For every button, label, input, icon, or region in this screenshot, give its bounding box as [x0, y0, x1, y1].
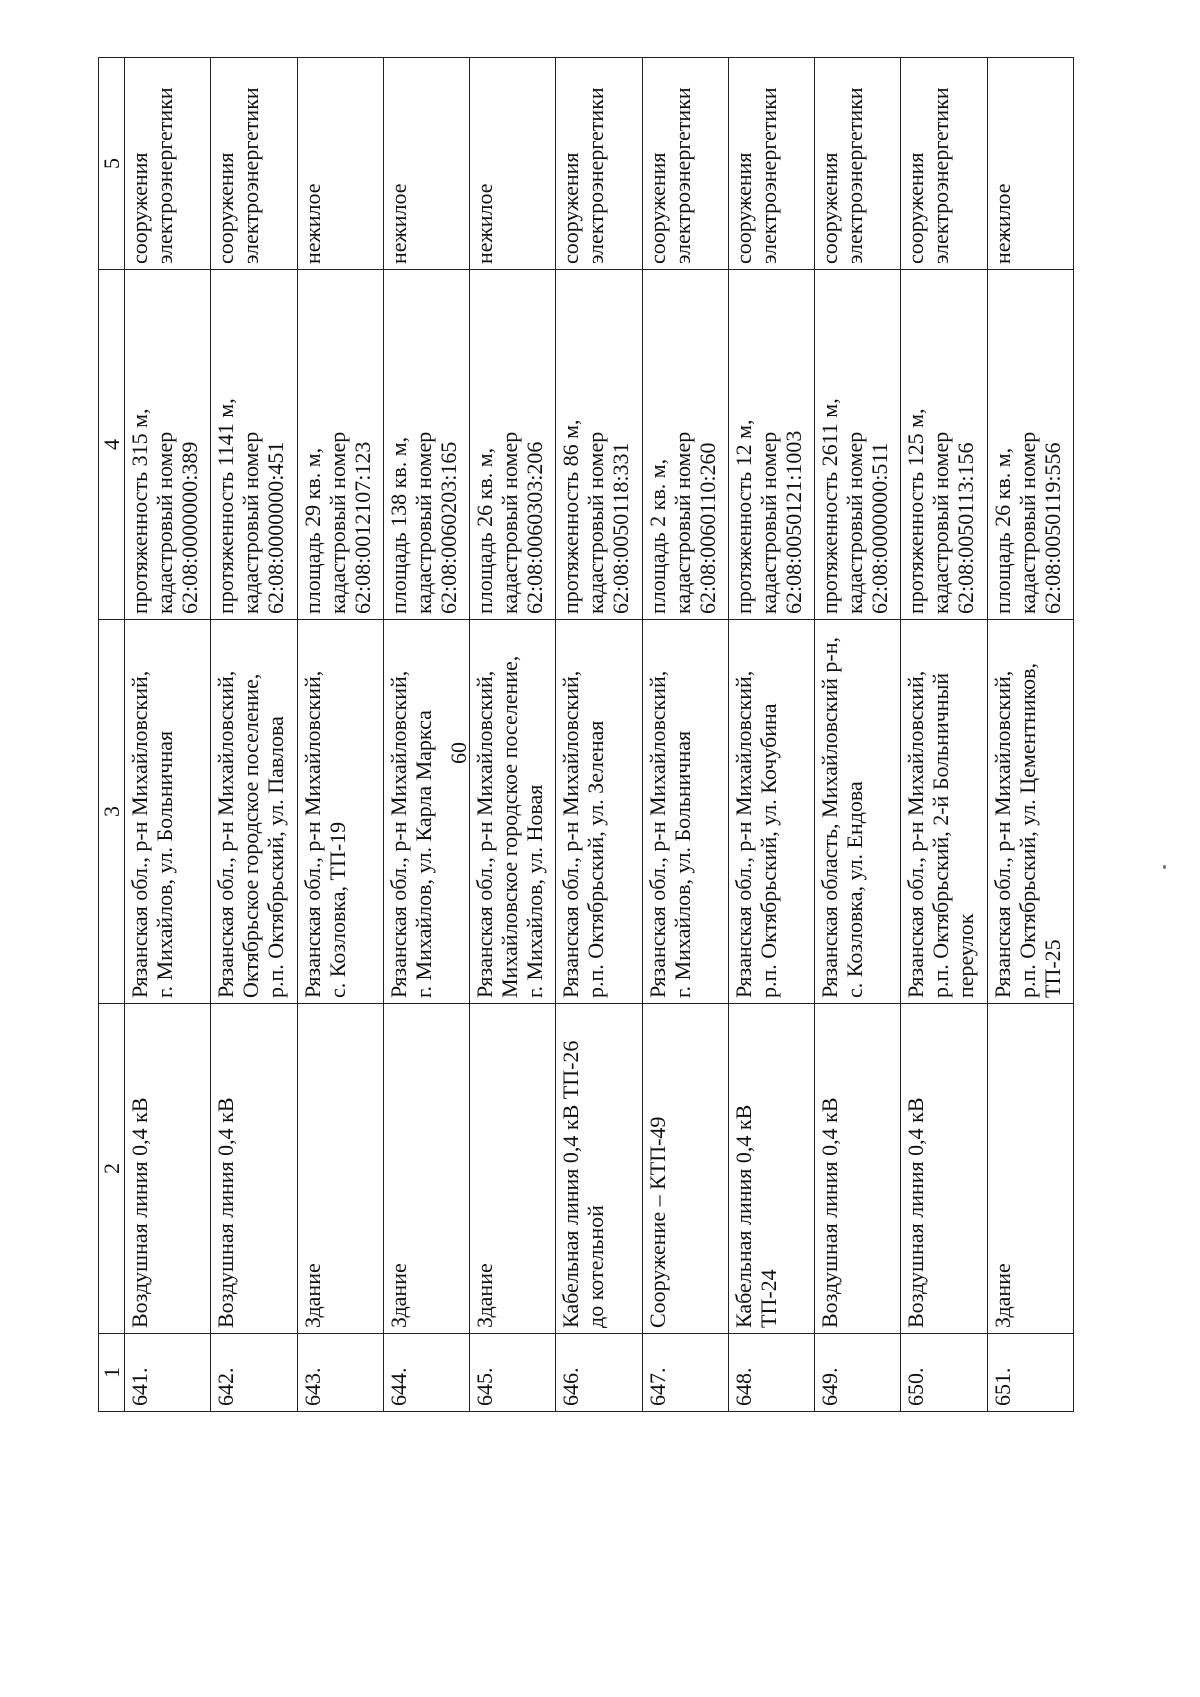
object-address: Рязанская обл., р-н Михайловский, г. Михайлов, ул. Больничная: [125, 620, 211, 1004]
object-address: Рязанская обл., р-н Михайловский, р.п. Октябрьский, 2-й Больничный переулок: [901, 620, 987, 1004]
table-row: [815, 58, 901, 1412]
row-number: 642.: [211, 1334, 297, 1412]
object-name: Воздушная линия 0,4 кВ: [211, 1004, 297, 1334]
object-type: сооружения электроэнергетики: [211, 58, 297, 270]
object-type: нежилое: [297, 58, 383, 270]
row-number: 647.: [642, 1334, 728, 1412]
table-row: [125, 58, 211, 1412]
scan-speck: [1163, 865, 1166, 869]
row-number: 641.: [125, 1334, 211, 1412]
object-type: нежилое: [470, 58, 556, 270]
header-col-4: 4: [99, 270, 125, 620]
object-name: Здание: [297, 1004, 383, 1334]
object-type: сооружения электроэнергетики: [728, 58, 814, 270]
object-name: Сооружение – КТП-49: [642, 1004, 728, 1334]
object-address: Рязанская обл., р-н Михайловский, р.п. Октябрьский, ул. Зеленая: [556, 620, 642, 1004]
page-number: 60: [446, 742, 471, 764]
row-number: 651.: [987, 1334, 1073, 1412]
object-type: сооружения электроэнергетики: [642, 58, 728, 270]
property-table: [98, 57, 1074, 1412]
object-address: Рязанская обл., р-н Михайловский, Октябрьское городское поселение, р.п. Октябрьский, ул. Павлова: [211, 620, 297, 1004]
object-type: сооружения электроэнергетики: [125, 58, 211, 270]
object-address: Рязанская область, Михайловский р-н, с. Козловка, ул. Ендова: [815, 620, 901, 1004]
object-type: нежилое: [987, 58, 1073, 270]
object-characteristics: протяженность 86 м, кадастровый номер 62:08:0050118:331: [556, 270, 642, 620]
object-address: Рязанская обл., р-н Михайловский, с. Козловка, ТП-19: [297, 620, 383, 1004]
table-row: [901, 58, 987, 1412]
object-address: Рязанская обл., р-н Михайловский, р.п. Октябрьский, ул. Цементников, ТП-25: [987, 620, 1073, 1004]
object-type: сооружения электроэнергетики: [901, 58, 987, 270]
object-name: Здание: [383, 1004, 469, 1334]
table-row: [211, 58, 297, 1412]
object-name: Здание: [987, 1004, 1073, 1334]
row-number: 648.: [728, 1334, 814, 1412]
table-row: [556, 58, 642, 1412]
header-col-5: 5: [99, 58, 125, 270]
header-col-1: 1: [99, 1334, 125, 1412]
table-header: [99, 58, 125, 1412]
table-row: [642, 58, 728, 1412]
object-name: Воздушная линия 0,4 кВ: [125, 1004, 211, 1334]
property-table-container: [98, 58, 1074, 1412]
object-address: Рязанская обл., р-н Михайловский, Михайловское городское поселение, г. Михайлов, ул. Новая: [470, 620, 556, 1004]
object-characteristics: площадь 138 кв. м, кадастровый номер 62:08:0060203:165: [383, 270, 469, 620]
header-col-2: 2: [99, 1004, 125, 1334]
header-col-3: 3: [99, 620, 125, 1004]
row-number: 645.: [470, 1334, 556, 1412]
object-characteristics: площадь 29 кв. м, кадастровый номер 62:08:0012107:123: [297, 270, 383, 620]
table-row: [728, 58, 814, 1412]
object-characteristics: протяженность 125 м, кадастровый номер 62:08:0050113:156: [901, 270, 987, 620]
object-characteristics: протяженность 315 м, кадастровый номер 62:08:0000000:389: [125, 270, 211, 620]
table-row: [470, 58, 556, 1412]
table-row: [987, 58, 1073, 1412]
table-row: [297, 58, 383, 1412]
row-number: 644.: [383, 1334, 469, 1412]
object-name: Воздушная линия 0,4 кВ: [901, 1004, 987, 1334]
object-address: Рязанская обл., р-н Михайловский, г. Михайлов, ул. Карла Маркса: [383, 620, 469, 1004]
object-type: нежилое: [383, 58, 469, 270]
object-address: Рязанская обл., р-н Михайловский, г. Михайлов, ул. Больничная: [642, 620, 728, 1004]
object-address: Рязанская обл., р-н Михайловский, р.п. Октябрьский, ул. Кочубина: [728, 620, 814, 1004]
object-characteristics: протяженность 2611 м, кадастровый номер 62:08:0000000:511: [815, 270, 901, 620]
object-name: Воздушная линия 0,4 кВ: [815, 1004, 901, 1334]
row-number: 643.: [297, 1334, 383, 1412]
header-row: [99, 58, 125, 1412]
row-number: 650.: [901, 1334, 987, 1412]
object-characteristics: площадь 26 кв. м, кадастровый номер 62:08:0060303:206: [470, 270, 556, 620]
object-characteristics: площадь 26 кв. м, кадастровый номер 62:08:0050119:556: [987, 270, 1073, 620]
object-characteristics: площадь 2 кв. м, кадастровый номер 62:08:0060110:260: [642, 270, 728, 620]
row-number: 649.: [815, 1334, 901, 1412]
object-type: сооружения электроэнергетики: [815, 58, 901, 270]
object-name: Здание: [470, 1004, 556, 1334]
object-name: Кабельная линия 0,4 кВ ТП-26 до котельной: [556, 1004, 642, 1334]
table-row: [383, 58, 469, 1412]
row-number: 646.: [556, 1334, 642, 1412]
table-body: [125, 58, 1074, 1412]
object-characteristics: протяженность 12 м, кадастровый номер 62:08:0050121:1003: [728, 270, 814, 620]
object-name: Кабельная линия 0,4 кВ ТП-24: [728, 1004, 814, 1334]
object-type: сооружения электроэнергетики: [556, 58, 642, 270]
object-characteristics: протяженность 1141 м, кадастровый номер 62:08:0000000:451: [211, 270, 297, 620]
